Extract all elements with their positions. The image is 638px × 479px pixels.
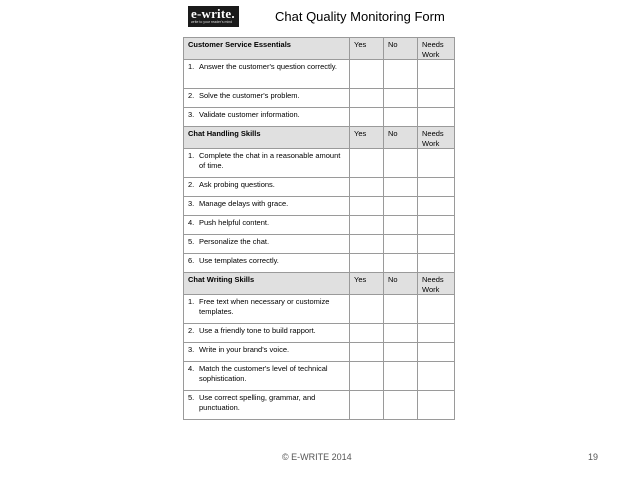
item-cell xyxy=(184,89,350,108)
col-needs-work-header: Needs Work xyxy=(418,273,455,295)
item-text: Use templates correctly. xyxy=(199,256,279,265)
table-row xyxy=(184,295,455,324)
item-text: Use a friendly tone to build rapport. xyxy=(199,326,316,335)
no-cell[interactable] xyxy=(384,324,418,343)
yes-cell[interactable] xyxy=(350,178,384,197)
needs-work-cell[interactable] xyxy=(418,343,455,362)
table-row xyxy=(184,60,455,89)
needs-work-cell[interactable] xyxy=(418,362,455,391)
col-yes-header: Yes xyxy=(350,38,384,60)
yes-cell[interactable] xyxy=(350,391,384,420)
table-row xyxy=(184,235,455,254)
needs-work-cell[interactable] xyxy=(418,324,455,343)
item-text: Validate customer information. xyxy=(199,110,300,119)
item-text: Manage delays with grace. xyxy=(199,199,289,208)
item-text: Match the customer's level of technical sophistication. xyxy=(199,364,328,383)
no-cell[interactable] xyxy=(384,362,418,391)
needs-work-cell[interactable] xyxy=(418,197,455,216)
section-header xyxy=(184,38,455,60)
no-cell[interactable] xyxy=(384,343,418,362)
yes-cell[interactable] xyxy=(350,60,384,89)
item-number: 1. xyxy=(188,62,195,71)
item-cell xyxy=(184,343,350,362)
page-number: 19 xyxy=(588,452,599,462)
section-header xyxy=(184,273,455,295)
logo-tagline: write to your reader's mind xyxy=(191,20,233,24)
table-row xyxy=(184,391,455,420)
item-text: Ask probing questions. xyxy=(199,180,275,189)
item-text: Solve the customer's problem. xyxy=(199,91,300,100)
yes-cell[interactable] xyxy=(350,235,384,254)
table-row xyxy=(184,197,455,216)
item-text: Push helpful content. xyxy=(199,218,270,227)
item-cell xyxy=(184,60,350,89)
needs-work-cell[interactable] xyxy=(418,178,455,197)
item-cell xyxy=(184,216,350,235)
table-row xyxy=(184,254,455,273)
col-yes-header: Yes xyxy=(350,273,384,295)
item-text: Free text when necessary or customize templates. xyxy=(199,297,330,316)
item-cell xyxy=(184,295,350,324)
col-needs-work-header: Needs Work xyxy=(418,38,455,60)
item-number: 6. xyxy=(188,256,195,265)
yes-cell[interactable] xyxy=(350,89,384,108)
no-cell[interactable] xyxy=(384,149,418,178)
item-number: 5. xyxy=(188,237,195,246)
no-cell[interactable] xyxy=(384,216,418,235)
table-row xyxy=(184,108,455,127)
item-text: Answer the customer's question correctly. xyxy=(199,62,338,71)
item-number: 5. xyxy=(188,393,195,402)
item-cell xyxy=(184,197,350,216)
table-row xyxy=(184,89,455,108)
no-cell[interactable] xyxy=(384,197,418,216)
item-number: 1. xyxy=(188,151,195,160)
section-heading: Chat Writing Skills xyxy=(184,273,350,295)
item-cell xyxy=(184,391,350,420)
item-text: Use correct spelling, grammar, and punctuation. xyxy=(199,393,316,412)
col-no-header: No xyxy=(384,273,418,295)
item-text: Complete the chat in a reasonable amount of time. xyxy=(199,151,341,170)
item-text: Personalize the chat. xyxy=(199,237,270,246)
yes-cell[interactable] xyxy=(350,216,384,235)
table-row xyxy=(184,178,455,197)
yes-cell[interactable] xyxy=(350,108,384,127)
needs-work-cell[interactable] xyxy=(418,216,455,235)
item-cell xyxy=(184,254,350,273)
table-row xyxy=(184,149,455,178)
item-number: 4. xyxy=(188,218,195,227)
item-cell xyxy=(184,178,350,197)
page-title: Chat Quality Monitoring Form xyxy=(275,9,445,24)
col-needs-work-header: Needs Work xyxy=(418,127,455,149)
needs-work-cell[interactable] xyxy=(418,108,455,127)
col-no-header: No xyxy=(384,38,418,60)
yes-cell[interactable] xyxy=(350,149,384,178)
table-row xyxy=(184,216,455,235)
item-number: 4. xyxy=(188,364,195,373)
item-number: 2. xyxy=(188,180,195,189)
logo-text: e-write. xyxy=(191,6,235,21)
item-number: 1. xyxy=(188,297,195,306)
table-row xyxy=(184,362,455,391)
no-cell[interactable] xyxy=(384,235,418,254)
no-cell[interactable] xyxy=(384,108,418,127)
yes-cell[interactable] xyxy=(350,324,384,343)
e-write-logo xyxy=(188,6,239,27)
table-row xyxy=(184,343,455,362)
col-yes-header: Yes xyxy=(350,127,384,149)
section-heading: Chat Handling Skills xyxy=(184,127,350,149)
yes-cell[interactable] xyxy=(350,343,384,362)
needs-work-cell[interactable] xyxy=(418,295,455,324)
item-cell xyxy=(184,324,350,343)
section-heading: Customer Service Essentials xyxy=(184,38,350,60)
yes-cell[interactable] xyxy=(350,197,384,216)
needs-work-cell[interactable] xyxy=(418,235,455,254)
no-cell[interactable] xyxy=(384,254,418,273)
item-cell xyxy=(184,149,350,178)
no-cell[interactable] xyxy=(384,178,418,197)
needs-work-cell[interactable] xyxy=(418,60,455,89)
table-row xyxy=(184,324,455,343)
no-cell[interactable] xyxy=(384,60,418,89)
col-no-header: No xyxy=(384,127,418,149)
yes-cell[interactable] xyxy=(350,295,384,324)
item-text: Write in your brand's voice. xyxy=(199,345,290,354)
section-header xyxy=(184,127,455,149)
needs-work-cell[interactable] xyxy=(418,89,455,108)
yes-cell[interactable] xyxy=(350,362,384,391)
no-cell[interactable] xyxy=(384,89,418,108)
no-cell[interactable] xyxy=(384,391,418,420)
no-cell[interactable] xyxy=(384,295,418,324)
copyright-footer: © E-WRITE 2014 xyxy=(282,452,352,462)
needs-work-cell[interactable] xyxy=(418,149,455,178)
item-number: 2. xyxy=(188,326,195,335)
item-cell xyxy=(184,235,350,254)
item-number: 2. xyxy=(188,91,195,100)
needs-work-cell[interactable] xyxy=(418,391,455,420)
needs-work-cell[interactable] xyxy=(418,254,455,273)
item-number: 3. xyxy=(188,199,195,208)
item-cell xyxy=(184,108,350,127)
item-number: 3. xyxy=(188,110,195,119)
item-cell xyxy=(184,362,350,391)
item-number: 3. xyxy=(188,345,195,354)
yes-cell[interactable] xyxy=(350,254,384,273)
quality-form-table xyxy=(183,37,455,420)
